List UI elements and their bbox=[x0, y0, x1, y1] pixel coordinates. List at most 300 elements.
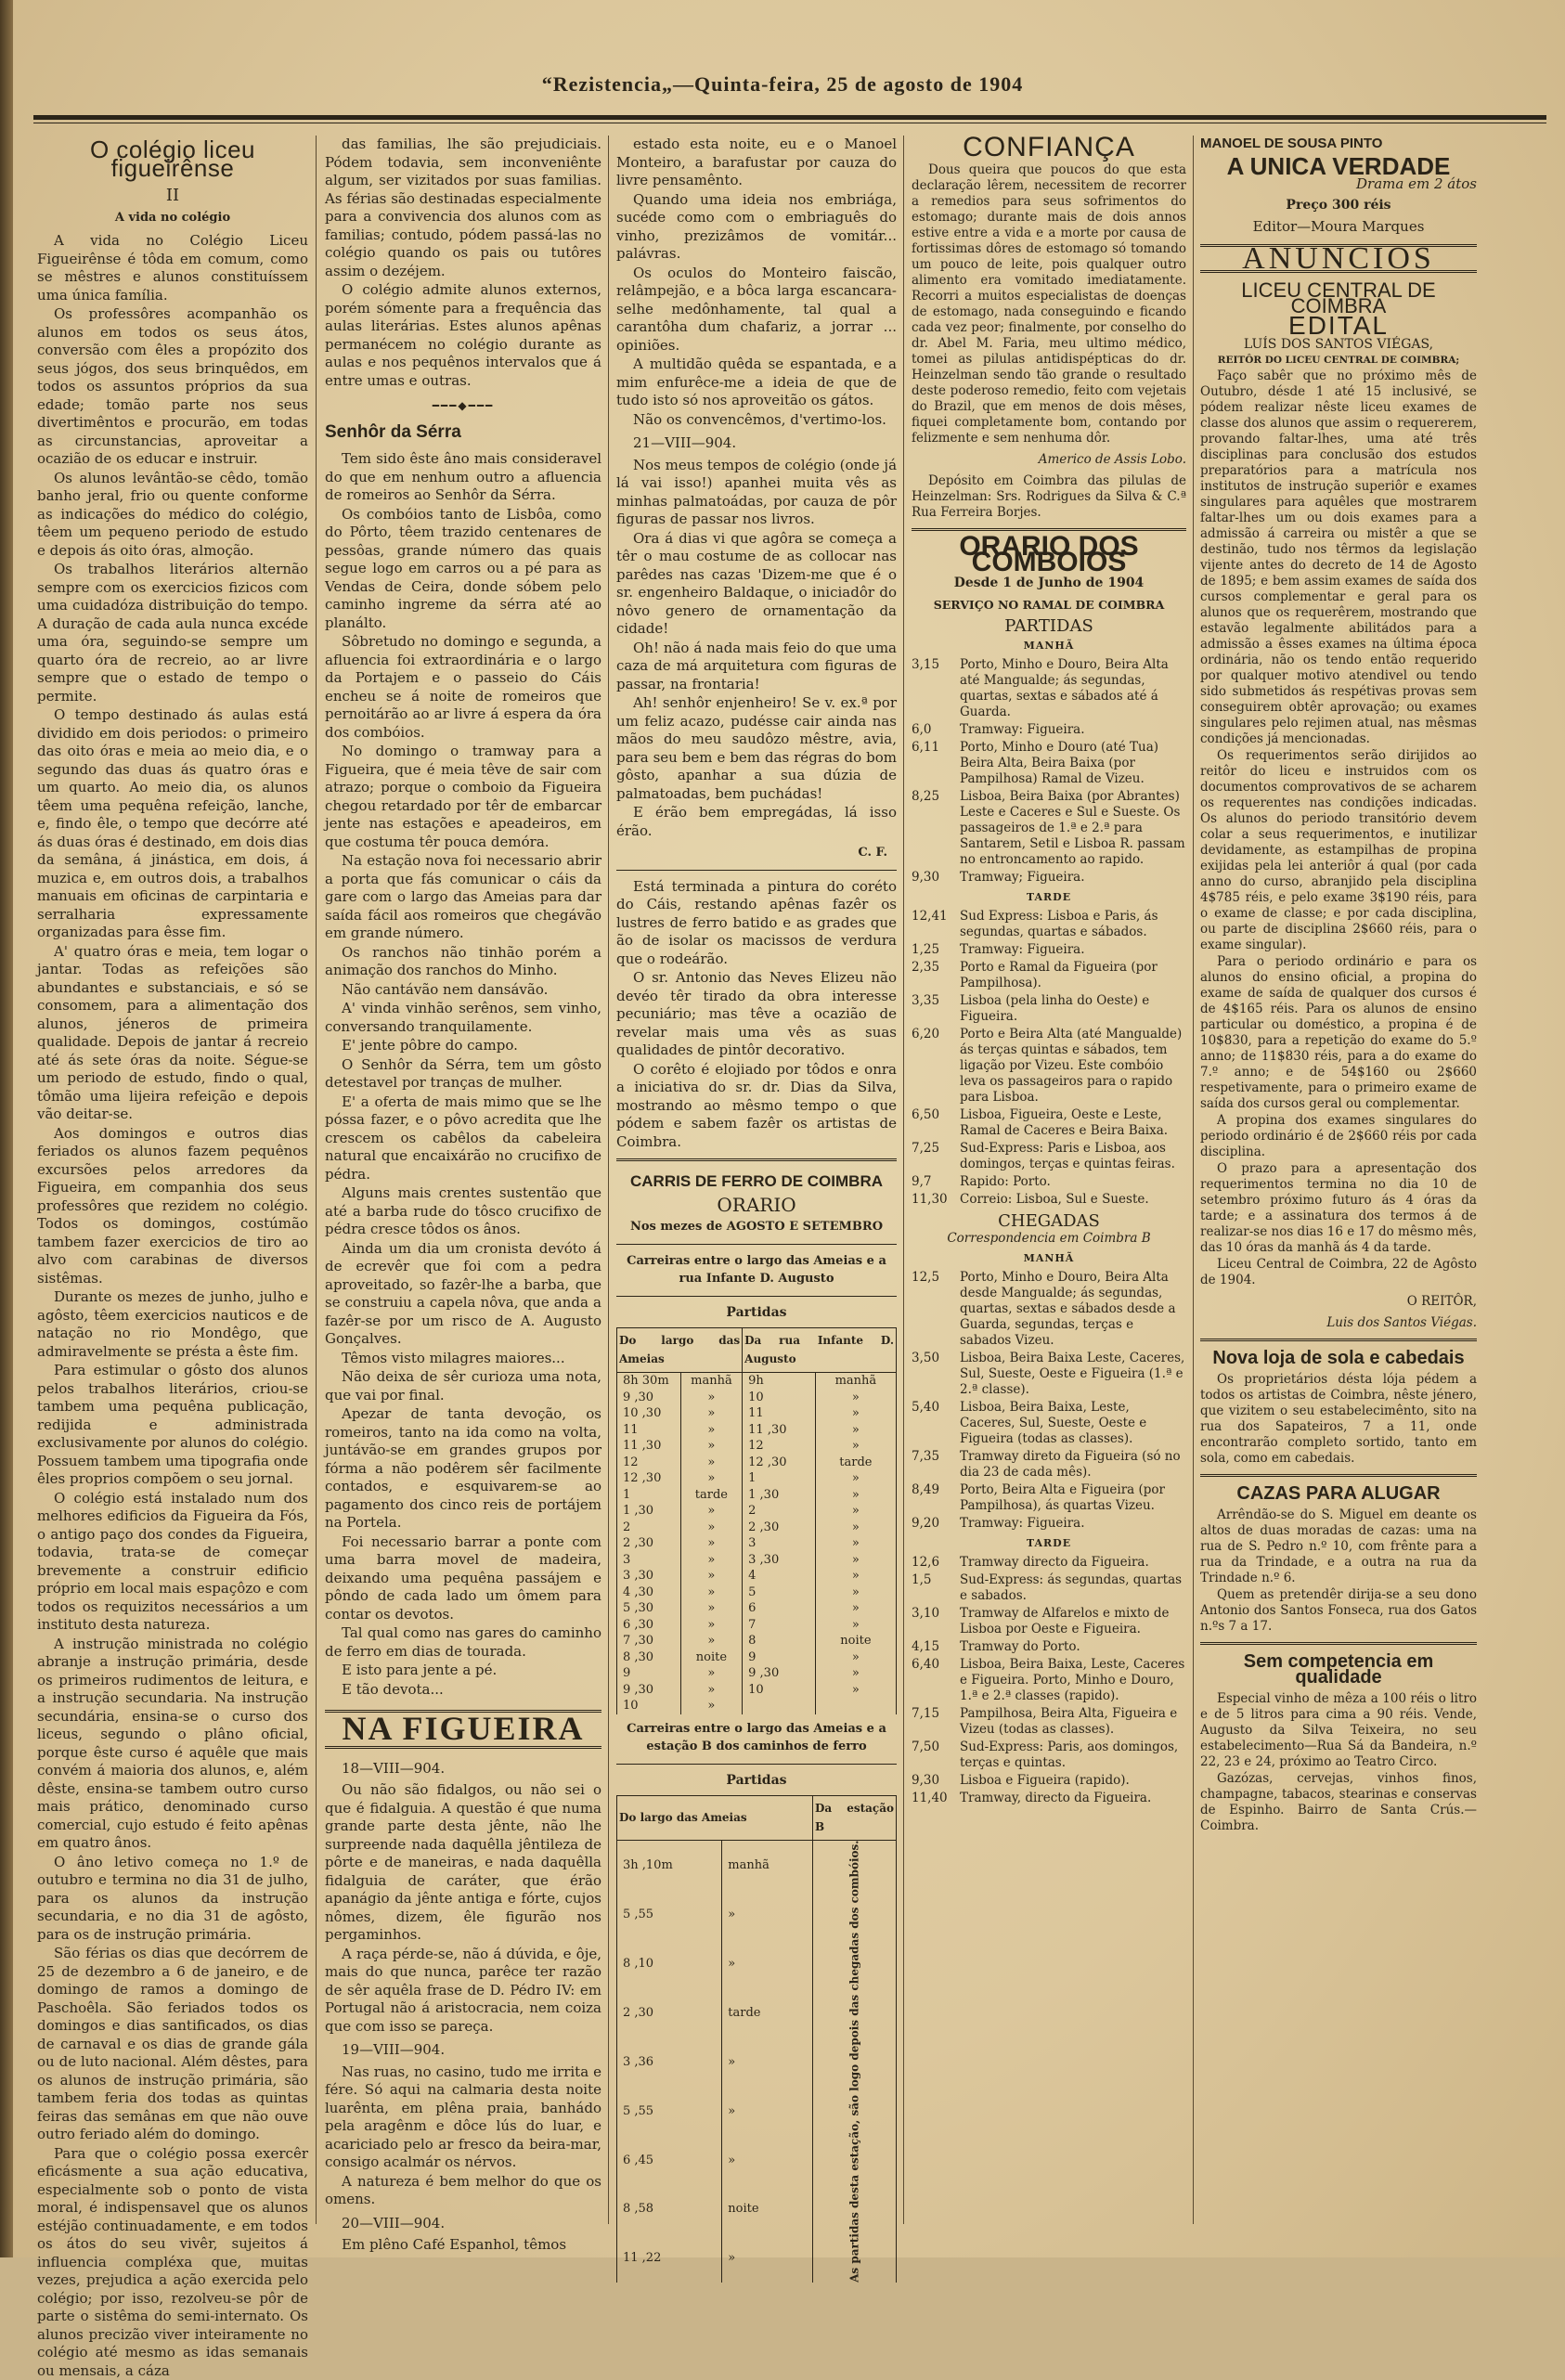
table-cell: » bbox=[815, 1470, 896, 1487]
paragraph: Durante os mezes de junho, julho e agôsto, têem exercicios nauticos e de natação no rio Mondêgo, que admiravelmente se présta a êste fim. bbox=[37, 1288, 308, 1361]
divider bbox=[616, 1296, 897, 1297]
table-row bbox=[617, 1617, 897, 1634]
table-cell: 3 bbox=[743, 1535, 816, 1552]
schedule-destination: Correio: Lisboa, Sul e Sueste. bbox=[960, 1192, 1186, 1208]
table-cell: 12 ,30 bbox=[617, 1470, 681, 1487]
paragraph: Faço sabêr que no próximo mês de Outubro, désde 1 até 15 inclusivé, se pódem realizar nêste liceu exames de classe dos alunos que assim o requererem, provando faltar-lhes, uma até três disciplinas para conclusão dos estudos preparatórios para a matrícula nos institutos de instrução superiôr e exames singulares para aquêles que mostrarem faltar-lhes um ou dois exames para a admissão á carreira ou mistêr a que se destinão, tudo nos têrmos da legislação vijente antes do decreto de 14 de Agosto de 1895; e bem assim exames de saída dos cursos complementar e geral para os alunos que os requerêrem, mostrando que estavão legalmente abilitádos para a admissão a êsses exames na última época ordinária, não os tendo então requerido por qualquer motivo atendivel ou tendo sido submetidos ás respétivas provas sem conseguirem obtêr aprovação; ou exames singulares pelo rejimen atual, nas mêsmas condições já mencionadas. bbox=[1200, 369, 1477, 747]
schedule-row bbox=[912, 657, 1186, 720]
table-cell: » bbox=[680, 1568, 742, 1585]
schedule-time: 9,30 bbox=[912, 870, 960, 886]
table-cell: 4 ,30 bbox=[617, 1585, 681, 1601]
liceu-heading: LICEU CENTRAL DE COIMBRA bbox=[1200, 282, 1477, 314]
paragraph: Quando uma ideia nos embriága, sucéde como com o embriaguês do vinho, prezizâmos de vomitár... palávras. bbox=[616, 191, 897, 264]
departures-morning bbox=[912, 657, 1186, 886]
table-cell: » bbox=[680, 1503, 742, 1520]
table-cell: » bbox=[680, 1617, 742, 1634]
table-cell: 2 bbox=[743, 1503, 816, 1520]
schedule-time: 3,10 bbox=[912, 1606, 960, 1637]
schedule-destination: Tramway: Figueira. bbox=[960, 722, 1186, 738]
paragraph: Os oculos do Monteiro faiscão, relâmpejão, e a bôca larga escancara-selhe medônhamente, tal qual a carantôha dum chafariz, a jorrar ... opiniões. bbox=[616, 265, 897, 356]
table-cell: 12 bbox=[617, 1455, 681, 1471]
schedule-row bbox=[912, 1773, 1186, 1789]
schedule-destination: Lisboa e Figueira (rapido). bbox=[960, 1773, 1186, 1789]
masthead: “Rezistencia„—Quinta-feira, 25 de agosto de 1904 bbox=[0, 72, 1565, 97]
schedule-destination: Sud Express: Lisboa e Paris, ás segundas, quartas e sábados. bbox=[960, 909, 1186, 940]
table-cell: 2 ,30 bbox=[743, 1520, 816, 1536]
table-cell: 6 ,30 bbox=[617, 1617, 681, 1634]
table-cell: 5 bbox=[743, 1585, 816, 1601]
paragraph: Os combóios tanto de Lisbôa, como do Pôrto, têem trazido centenares de pessôas, grande número das quais segue logo em carros ou a pé para as Vendas de Ceira, donde sóbem pelo caminho ingreme da sérra até ao planálto. bbox=[325, 506, 601, 633]
table-cell: 6 bbox=[743, 1600, 816, 1617]
table-cell: » bbox=[680, 1470, 742, 1487]
table-cell: » bbox=[722, 2136, 813, 2185]
table-cell: tarde bbox=[815, 1455, 896, 1471]
partidas-heading: Partidas bbox=[616, 1304, 897, 1323]
na-figueira-title: NA FIGUEIRA bbox=[325, 1710, 601, 1749]
table-row bbox=[617, 1520, 897, 1536]
orario-heading: ORARIO bbox=[616, 1196, 897, 1215]
orario-subheading: Nos mezes de AGOSTO E SETEMBRO bbox=[616, 1218, 897, 1236]
book-editor: Editor—Moura Marques bbox=[1200, 219, 1477, 235]
table-cell: » bbox=[815, 1438, 896, 1455]
table-cell: 3 ,36 bbox=[617, 2037, 722, 2087]
schedule-row bbox=[912, 1639, 1186, 1655]
anuncios-heading: ANUNCIOS bbox=[1200, 244, 1477, 273]
paragraph: Dous queira que poucos do que esta declaração lêrem, necessitem de recorrer a remedios para seus sofrimentos do estomago; durante mais de dois annos estive entre a vida e a morte por causa de fortissimas dôres de estomago só tomando um pouco de leite, pois qualquer outro alimento era vomitado imediatamente. Recorri a muitos especialistas de doenças de estomago, nada conseguindo e ficando cada vez peor; finalmente, por conselho do dr. Abel M. Faria, meu ultimo médico, tomei as pilulas antidispépticas do dr. Heinzelman sendo tão grande o resultado deste poderoso remedio, feito com vejetais do Brazil, que em menos de dois mêses, fiquei completamente bom, contando por felizmente e sem nenhuma dôr. bbox=[912, 162, 1186, 446]
schedule-time: 6,11 bbox=[912, 740, 960, 787]
schedule-time: 12,6 bbox=[912, 1555, 960, 1571]
divider bbox=[1200, 1474, 1477, 1477]
advert-deposit: Depósito em Coimbra das pilulas de Heinzelman: Srs. Rodrigues da Silva & C.ª Rua Ferreira Borjes. bbox=[912, 473, 1186, 521]
loja-title: Nova loja de sola e cabedais bbox=[1200, 1351, 1477, 1366]
table-cell: 11 bbox=[617, 1422, 681, 1439]
divider bbox=[616, 1764, 897, 1765]
table-cell: 8 ,10 bbox=[617, 1940, 722, 1989]
schedule-destination: Porto e Ramal da Figueira (por Pampilhosa). bbox=[960, 960, 1186, 991]
arrivals-morning bbox=[912, 1270, 1186, 1532]
figueira-entry-3 bbox=[325, 2236, 601, 2255]
table-cell: » bbox=[815, 1617, 896, 1634]
edital-body bbox=[1200, 369, 1477, 1288]
schedule-time: 9,30 bbox=[912, 1773, 960, 1789]
chegadas-heading: CHEGADAS bbox=[912, 1213, 1186, 1229]
train-timetable-subtitle: Desde 1 de Junho de 1904 bbox=[912, 576, 1186, 591]
table-row bbox=[617, 1503, 897, 1520]
reitor-name: LUÍS DOS SANTOS VIÉGAS, bbox=[1200, 337, 1477, 353]
table-cell bbox=[743, 1698, 816, 1714]
table-cell: » bbox=[815, 1568, 896, 1585]
dateline: 19—VIII—904. bbox=[342, 2041, 601, 2060]
table-row bbox=[617, 1649, 897, 1666]
book-price: Preço 300 réis bbox=[1200, 198, 1477, 213]
table-cell: 3 ,30 bbox=[743, 1552, 816, 1569]
column-5 bbox=[1200, 136, 1477, 2233]
table-cell: 12 bbox=[743, 1438, 816, 1455]
advert-title: CONFIANÇA bbox=[912, 139, 1186, 155]
schedule-row bbox=[912, 1351, 1186, 1398]
schedule-destination: Lisboa, Beira Baixa, Leste, Caceres, Sul, Sueste, Oeste e Figueira (todas as classes). bbox=[960, 1400, 1186, 1447]
schedule-row bbox=[912, 789, 1186, 868]
article-subtitle: A vida no colégio bbox=[37, 209, 308, 227]
table-cell: » bbox=[815, 1665, 896, 1682]
schedule-time: 6,50 bbox=[912, 1107, 960, 1139]
schedule-row bbox=[912, 960, 1186, 991]
paragraph: A natureza é bem melhor do que os omens. bbox=[325, 2173, 601, 2209]
table-row bbox=[617, 1422, 897, 1439]
table-cell: 10 bbox=[743, 1682, 816, 1699]
cazas-text: Arrêndão-se do S. Miguel em deante os altos de duas moradas de cazas: uma na rua de S. Pedro n.º 10, com frênte para a rua da Trindade, e a outra na rua da Trindade n.º 6. bbox=[1200, 1507, 1477, 1586]
book-title: A UNICA VERDADE bbox=[1200, 159, 1477, 175]
schedule-time: 6,20 bbox=[912, 1027, 960, 1106]
schedule-time: 7,15 bbox=[912, 1706, 960, 1738]
table-cell: noite bbox=[722, 2185, 813, 2234]
edital-signature-title: O REITÔR, bbox=[1200, 1294, 1477, 1310]
schedule-destination: Lisboa, Beira Baixa, Leste, Caceres e Figueira. Porto, Minho e Douro, 1.ª e 2.ª classes (rapido). bbox=[960, 1657, 1186, 1704]
schedule-time: 5,40 bbox=[912, 1400, 960, 1447]
loja-text: Os proprietários désta lója pédem a todos os artistas de Coimbra, nêste jénero, que vizitem o seu estabelecimênto, sito na rua dos Sapateiros, 7 a 11, onde encontrarão completo sortido, tanto em sola, como em cabedais. bbox=[1200, 1372, 1477, 1467]
edital-signature-name: Luis dos Santos Viégas. bbox=[1200, 1315, 1477, 1331]
column-4 bbox=[912, 136, 1186, 2233]
paragraph: E érão bem empregádas, lá isso érão. bbox=[616, 804, 897, 840]
article-part-number: II bbox=[37, 187, 308, 205]
paragraph: O colégio admite alunos externos, porém sómente para a frequência das aulas literárias. Estes alunos apênas permanécem no colégio durante as aulas e nos pequênos intervalos que á entre umas e outras. bbox=[325, 281, 601, 390]
figueira-entry-1 bbox=[325, 1781, 601, 2036]
paragraph: Tem sido êste âno mais consideravel do que em nenhum outro a afluencia de romeiros ao Senhôr da Sérra. bbox=[325, 450, 601, 505]
paragraph: A' vinda vinhão serênos, sem vinho, conversando tranquilamente. bbox=[325, 1000, 601, 1036]
paragraph: Ou não são fidalgos, ou não sei o que é fidalguia. A questão é que numa grande parte desta jênte, não lhe surpreende nada daquêlla jêntileza de pôrte e de maneiras, e nada daquêlla fidalguia de caráter, que érão apanágio da jênte antiga e fórte, cujos nômes, dizem, êle figurão nos pergaminhos. bbox=[325, 1781, 601, 1945]
paragraph: Tal qual como nas gares do caminho de ferro em dias de tourada. bbox=[325, 1624, 601, 1661]
paragraph: A multidão quêda se espantada, e a mim enfurêce-me a ideia de que de tudo isto só nos aproveitão os gátos. bbox=[616, 356, 897, 410]
table-cell: » bbox=[680, 1422, 742, 1439]
table-row bbox=[617, 1552, 897, 1569]
article-signature: C. F. bbox=[626, 844, 887, 862]
schedule-destination: Tramway: Figueira. bbox=[960, 1516, 1186, 1532]
table2-title: Carreiras entre o largo das Ameias e a estação B dos caminhos de ferro bbox=[616, 1720, 897, 1756]
table-row bbox=[617, 1535, 897, 1552]
schedule-time: 3,35 bbox=[912, 993, 960, 1025]
table-cell: 3 ,30 bbox=[617, 1568, 681, 1585]
schedule-destination: Tramway do Porto. bbox=[960, 1639, 1186, 1655]
table-row bbox=[617, 1682, 897, 1699]
schedule-row bbox=[912, 1400, 1186, 1447]
table-cell: manhã bbox=[815, 1373, 896, 1390]
carris-title: CARRIS DE FERRO DE COIMBRA bbox=[616, 1172, 897, 1191]
paragraph: O prazo para a apresentação dos requerimentos termina no dia 10 de setembro próximo futuro ás 4 óras da tarde; e a assinatura dos termos á de realizar-se nos dias 16 e 17 do mêsmo mês, das 10 óras da manhã ás 4 da tarde. bbox=[1200, 1161, 1477, 1256]
table-cell: » bbox=[815, 1520, 896, 1536]
table-cell: noite bbox=[680, 1649, 742, 1666]
table-cell: 1 bbox=[617, 1487, 681, 1504]
ornament-divider: ━━━◆━━━ bbox=[325, 397, 601, 416]
schedule-time: 3,15 bbox=[912, 657, 960, 720]
paragraph: Os ranchos não tinhão porém a animação dos ranchos do Minho. bbox=[325, 944, 601, 980]
table-cell: manhã bbox=[722, 1841, 813, 1891]
paragraph: A' quatro óras e meia, tem logar o jantar. Todas as refeições são abundantes e substanciais, e só se consomem, para a alimentação dos alunos, jéneros de primeira qualidade. Depois de jantar á recreio até ás sete óras da noite. Ségue-se um periodo de estudo, findo o qual, tômão uma lijeira refeição e depois vão deitar-se. bbox=[37, 943, 308, 1124]
table-cell: » bbox=[680, 1438, 742, 1455]
schedule-destination: Sud-Express: Paris, aos domingos, terças e quintas. bbox=[960, 1740, 1186, 1771]
table-cell: 8 ,58 bbox=[617, 2185, 722, 2234]
vinho-text: Especial vinho de mêza a 100 réis o litro e de 5 litros para cima a 90 réis. Vende, Augusto da Silva Teixeira, no seu estabelecimento—Rua Sá da Bandeira, n.º 22, 23 e 24, próximo ao Teatro Circo. bbox=[1200, 1691, 1477, 1770]
table-cell: 5 ,55 bbox=[617, 1891, 722, 1940]
schedule-row bbox=[912, 1706, 1186, 1738]
divider bbox=[1200, 1642, 1477, 1645]
table-cell: 10 ,30 bbox=[617, 1405, 681, 1422]
masthead-rule bbox=[33, 115, 1546, 120]
schedule-destination: Pampilhosa, Beira Alta, Figueira e Vizeu (todas as classes). bbox=[960, 1706, 1186, 1738]
paragraph: Em plêno Café Espanhol, têmos bbox=[325, 2236, 601, 2255]
paragraph: Não os convencêmos, d'vertimo-los. bbox=[616, 411, 897, 430]
table-cell: 10 bbox=[617, 1698, 681, 1714]
column-separator bbox=[608, 136, 609, 2224]
schedule-row bbox=[912, 1572, 1186, 1604]
paragraph: Têmos visto milagres maiores... bbox=[325, 1350, 601, 1368]
partidas-heading: Partidas bbox=[616, 1772, 897, 1791]
paragraph: Os alunos levântão-se cêdo, tomão banho jeral, frio ou quente conforme as indicações do médico do colégio, têem um pequeno periodo de estudo e depois ás oito óras, almoção. bbox=[37, 470, 308, 561]
schedule-row bbox=[912, 1174, 1186, 1190]
paragraph: Na estação nova foi necessario abrir a porta que fás comunicar o cáis da gare com o largo das Ameias para dar saída fácil aos romeiros que chegávão em grande número. bbox=[325, 852, 601, 943]
paragraph: A vida no Colégio Liceu Figueirênse é tôda em comum, como se mêstres e alunos constituíssem uma única família. bbox=[37, 232, 308, 304]
section-title: Senhôr da Sérra bbox=[325, 423, 601, 442]
table-cell: 9 bbox=[617, 1665, 681, 1682]
arrivals-afternoon bbox=[912, 1555, 1186, 1806]
paragraph: Está terminada a pintura do coréto do Cáis, restando apênas fazêr os lustres de ferro batido e as grades que ão de isolar os macissos de verdura que o rodeárão. bbox=[616, 878, 897, 969]
figueira-entry-4 bbox=[616, 457, 897, 841]
schedule-time: 12,5 bbox=[912, 1270, 960, 1349]
section-body bbox=[325, 450, 601, 1699]
schedule-row bbox=[912, 1657, 1186, 1704]
advert-signature: Americo de Assis Lobo. bbox=[912, 452, 1186, 468]
paragraph: Para estimular o gôsto dos alunos pelos trabalhos literários, criou-se tambem uma pequêna publicação, redijida e administrada exclusivamente por alunos do colégio. Possuem tambem uma tipografia onde êles proprios compõem o seu jornal. bbox=[37, 1362, 308, 1489]
table-cell: » bbox=[680, 1390, 742, 1406]
table-row bbox=[617, 1568, 897, 1585]
schedule-destination: Tramway de Alfarelos e mixto de Lisboa por Oeste e Figueira. bbox=[960, 1606, 1186, 1637]
tram-timetable-1 bbox=[616, 1327, 897, 1714]
paragraph: Nos meus tempos de colégio (onde já lá vai isso!) apanhei muita vês as minhas palmatoádas, por cauza de pôr figuras de passar nos livros. bbox=[616, 457, 897, 529]
vinho-title: Sem competencia em qualidade bbox=[1200, 1654, 1477, 1686]
schedule-row bbox=[912, 1606, 1186, 1637]
table-cell: » bbox=[680, 1633, 742, 1649]
paragraph: O âno letivo começa no 1.º de outubro e termina no dia 31 de julho, para os alunos da instrução secundaria, e no dia 31 de agôsto, para os de instrução primária. bbox=[37, 1854, 308, 1945]
paragraph: Nas ruas, no casino, tudo me irrita e fére. Só aqui na calmaria desta noite luarênta, em plêna praia, banhádo pela aragênm e dôce lús do luar, e acariciado pelo ar fresco da beira-mar, consigo acalmár os nérvos. bbox=[325, 2063, 601, 2172]
schedule-destination: Porto, Minho e Douro, Beira Alta desde Mangualde; ás segundas, quartas, sextas e sábados desde a Guarda, segundas, terças e sabados Vizeu. bbox=[960, 1270, 1186, 1349]
paragraph: A propina dos exames singulares do periodo ordinário é de 2$660 réis por cada disciplina. bbox=[1200, 1113, 1477, 1160]
period-heading: MANHÃ bbox=[912, 638, 1186, 653]
table-cell: » bbox=[680, 1455, 742, 1471]
table-cell: » bbox=[815, 1649, 896, 1666]
schedule-destination: Tramway directo da Figueira. bbox=[960, 1555, 1186, 1571]
dateline: 18—VIII—904. bbox=[342, 1760, 601, 1779]
schedule-destination: Lisboa (pela linha do Oeste) e Figueira. bbox=[960, 993, 1186, 1025]
table-cell: 11 ,30 bbox=[743, 1422, 816, 1439]
partidas-heading: PARTIDAS bbox=[912, 618, 1186, 634]
table-cell: 4 bbox=[743, 1568, 816, 1585]
table-cell: 1 bbox=[743, 1470, 816, 1487]
table-cell: 1 ,30 bbox=[743, 1487, 816, 1504]
page-binding-edge bbox=[0, 0, 13, 2257]
table-cell: » bbox=[722, 1891, 813, 1940]
paragraph: Ainda um dia um cronista devóto á de ecrevêr que foi com a pedra aproveitado, so fazêr-lhe a barba, que se construiu a capela nôva, que anda a fazêr-se por um risco de A. Augusto Gonçalves. bbox=[325, 1240, 601, 1349]
figueira-body-continued bbox=[616, 136, 897, 429]
schedule-time: 11,40 bbox=[912, 1791, 960, 1806]
schedule-row bbox=[912, 1516, 1186, 1532]
period-heading: MANHÃ bbox=[912, 1250, 1186, 1266]
paragraph: Os professôres acompanhão os alunos em todos os seus átos, conversão com êles a propózito dos seus jógos, dos seus brinquêdos, em todos os assuntos próprios da sua edade; tomão parte nos seus divertimêntos e procurão, em todas as circunstancias, aproveitar a ocazião de os educar e instruir. bbox=[37, 305, 308, 469]
table-cell: 5 ,30 bbox=[617, 1600, 681, 1617]
paragraph: Oh! não á nada mais feio do que uma caza de má arquitetura com figuras de passar, na frontaria! bbox=[616, 640, 897, 694]
period-heading: TARDE bbox=[912, 889, 1186, 905]
table-row bbox=[617, 1600, 897, 1617]
table-cell: » bbox=[815, 1552, 896, 1569]
schedule-time: 7,50 bbox=[912, 1740, 960, 1771]
schedule-time: 12,41 bbox=[912, 909, 960, 940]
edital-heading: EDITAL bbox=[1200, 317, 1477, 333]
table-cell: 2 ,30 bbox=[617, 1988, 722, 2037]
table-cell: » bbox=[722, 2087, 813, 2136]
book-subtitle: Drama em 2 átos bbox=[1200, 176, 1477, 192]
table1-title: Carreiras entre o largo das Ameias e a rua Infante D. Augusto bbox=[616, 1252, 897, 1288]
schedule-row bbox=[912, 1449, 1186, 1481]
schedule-row bbox=[912, 1141, 1186, 1172]
paragraph: Ora á dias vi que agôra se começa a têr o mau costume de as collocar nas parêdes nas cazas 'Dizem-me que é o sr. engenheiro Baldaque, o iniciadôr do nôvo genero de ornamentação da cidade! bbox=[616, 530, 897, 639]
table-cell: 8 ,30 bbox=[617, 1649, 681, 1666]
table-cell: tarde bbox=[680, 1487, 742, 1504]
table-cell: 3 bbox=[617, 1552, 681, 1569]
table-cell: » bbox=[680, 1600, 742, 1617]
table-row bbox=[617, 1585, 897, 1601]
schedule-time: 11,30 bbox=[912, 1192, 960, 1208]
paragraph: O colégio está instalado num dos melhores edificios da Figueira da Fós, o antigo paço dos condes da Figueira, todavia, trata-se de começar brevemente a construir edificio próprio em local mais espaçôzo e com todos os requizitos necessários a um instituto desta natureza. bbox=[37, 1490, 308, 1635]
table-row bbox=[617, 1405, 897, 1422]
schedule-time: 9,20 bbox=[912, 1516, 960, 1532]
column-1 bbox=[37, 136, 308, 2233]
schedule-row bbox=[912, 1107, 1186, 1139]
cazas-title: CAZAS PARA ALUGAR bbox=[1200, 1486, 1477, 1502]
paragraph: A instrução ministrada no colégio abranje a instrução primária, desde os primeiros rudimentos de leitura, e a instrução secundaria. Na instrução secundária, ensina-se o curso dos liceus, segundo o plâno oficial, porque êste curso é aquêle que mais convém á maioria dos alunos, e, além dêste, ensina-se tambem outro curso mais prático, denominado curso comercial, cujo estudo é feito apênas em quatro ânos. bbox=[37, 1636, 308, 1853]
table-cell: » bbox=[680, 1552, 742, 1569]
paragraph: São férias os dias que decórrem de 25 de dezembro a 6 de janeiro, e de domingo de ramos a domingo de Paschoêla. São feriados todos os domingos e dias santificados, os dias de carnaval e os dias de grande gála ou de luto nacional. Além dêstes, para os alunos de instrução primária, são tambem feria dos todas as quintas feiras das semânas em que não ouve outro feriado além do domingo. bbox=[37, 1945, 308, 2144]
figueira-entry-2 bbox=[325, 2063, 601, 2209]
paragraph: E tão devota... bbox=[325, 1681, 601, 1700]
schedule-time: 9,7 bbox=[912, 1174, 960, 1190]
paragraph: O sr. Antonio das Neves Elizeu não devéo têr tirado da obra interesse pecuniário; mas têve a ocazião de revelar mais uma vês as suas qualidades de pintôr decorativo. bbox=[616, 969, 897, 1060]
table-header: Da estação B bbox=[813, 1796, 897, 1841]
schedule-row bbox=[912, 1482, 1186, 1514]
paragraph: Foi necessario barrar a ponte com uma barra movel de madeira, deixando uma pequêna passájem e pôndo de cada lado um ômem para contar os devotos. bbox=[325, 1533, 601, 1624]
table-cell bbox=[815, 1698, 896, 1714]
paragraph: Alguns mais crentes sustentão que até a barba rude do tôsco crucifixo de pédra cresce tôdos os ânos. bbox=[325, 1184, 601, 1239]
schedule-time: 2,35 bbox=[912, 960, 960, 991]
schedule-row bbox=[912, 870, 1186, 886]
table-row bbox=[617, 1633, 897, 1649]
schedule-destination: Porto, Minho e Douro (até Tua) Beira Alta, Beira Baixa (por Pampilhosa) Ramal de Vizeu. bbox=[960, 740, 1186, 787]
table-cell: » bbox=[815, 1487, 896, 1504]
table-cell: » bbox=[680, 1665, 742, 1682]
tram-timetable-2 bbox=[616, 1795, 897, 2283]
schedule-time: 6,0 bbox=[912, 722, 960, 738]
paragraph: Os trabalhos literários alternão sempre com os exercicios fizicos com uma cuidadóza distribuição do tempo. A duração de cada aula nunca excéde uma óra, seguindo-se sempre um quarto óra de recreio, ao ar livre sempre que o estado de tempo o permite. bbox=[37, 561, 308, 705]
table-row bbox=[617, 1841, 897, 1891]
table-cell: » bbox=[815, 1422, 896, 1439]
paragraph: O tempo destinado ás aulas está dividido em dois periodos: o primeiro das oito óras e meia ao meio dia, e o segundo das duas ás quatro óras e um quarto. Ao meio dia, os alunos têem uma pequêna refeição, lanche, e, findo êle, o tempo que decórre até ás duas óras é destinado, em dois dias da semâna, á jinástica, em dois, á muzica e, em outros dois, a trabalhos manuais em oficinas de carpintaria e serralharia expressamente organizadas para êsse fim. bbox=[37, 706, 308, 942]
paragraph: Aos domingos e outros dias feriados os alunos fazem pequênos excursões pelos arredores da Figueira, em companhia dos seus professôres que rezidem no colégio. Todos os domingos, costúmão tambem fazer exercicios de tiro ao alvo com carabinas de diversos sistêmas. bbox=[37, 1125, 308, 1288]
table-cell: 9 bbox=[743, 1649, 816, 1666]
train-timetable-title: ORARIO DOS COMBOIOS bbox=[912, 538, 1186, 570]
schedule-row bbox=[912, 1740, 1186, 1771]
table-cell: tarde bbox=[722, 1988, 813, 2037]
table-cell: » bbox=[815, 1585, 896, 1601]
table-row bbox=[617, 1698, 897, 1714]
divider bbox=[616, 870, 897, 871]
schedule-row bbox=[912, 1555, 1186, 1571]
schedule-time: 3,50 bbox=[912, 1351, 960, 1398]
paragraph: Liceu Central de Coimbra, 22 de Agôsto de 1904. bbox=[1200, 1257, 1477, 1288]
table-row bbox=[617, 1438, 897, 1455]
schedule-destination: Lisboa, Beira Baixa Leste, Caceres, Sul, Sueste, Oeste e Figueira (1.ª e 2.ª classe). bbox=[960, 1351, 1186, 1398]
table-header: Do largo das Ameias bbox=[617, 1328, 743, 1373]
paragraph: Para o periodo ordinário e para os alunos do ensino oficial, a propina do exame de saída de qualquer dos cursos é de 4$165 réis. Para os alunos de ensino particular ou doméstico, a propina é de 10$830, para a repetição do exame do 5.º anno; de 11$830 réis, para a do exame do 7.º anno; e de 54$160 ou 2$660 respetivamente, para o primeiro exame de saída dos cursos geral ou complementar. bbox=[1200, 954, 1477, 1112]
paragraph: Não deixa de sêr curioza uma nota, que vai por final. bbox=[325, 1368, 601, 1404]
table-row bbox=[617, 1373, 897, 1390]
schedule-row bbox=[912, 993, 1186, 1025]
schedule-destination: Tramway: Figueira. bbox=[960, 942, 1186, 958]
correspondencia-heading: Correspondencia em Coimbra B bbox=[912, 1231, 1186, 1247]
table-cell: 9 ,30 bbox=[617, 1682, 681, 1699]
table-row bbox=[617, 1487, 897, 1504]
table-cell: 2 ,30 bbox=[617, 1535, 681, 1552]
reitor-title: REITÔR DO LICEU CENTRAL DE COIMBRA; bbox=[1200, 353, 1477, 369]
table2-note: As partidas desta estação, são logo depois das chegadas dos combóios. bbox=[813, 1841, 897, 2283]
schedule-destination: Sud-Express: Paris e Lisboa, aos domingos, terças e quintas feiras. bbox=[960, 1141, 1186, 1172]
table-row bbox=[617, 1390, 897, 1406]
paragraph: O corêto é elojiado por tôdos e onra a iniciativa do sr. dr. Dias da Silva, mostrando ao mêsmo tempo o que pódem e sabem fazêr os artistas de Coimbra. bbox=[616, 1061, 897, 1152]
schedule-time: 8,25 bbox=[912, 789, 960, 868]
table-cell: » bbox=[815, 1503, 896, 1520]
divider bbox=[1200, 1339, 1477, 1341]
train-ramal: SERVIÇO NO RAMAL DE COIMBRA bbox=[912, 597, 1186, 613]
schedule-destination: Porto, Minho e Douro, Beira Alta até Mangualde; ás segundas, quartas, sextas e sábados até á Guarda. bbox=[960, 657, 1186, 720]
table-cell: » bbox=[680, 1585, 742, 1601]
table-cell: 5 ,55 bbox=[617, 2087, 722, 2136]
schedule-time: 7,35 bbox=[912, 1449, 960, 1481]
paragraph: Apezar de tanta devoção, os romeiros, tanto na ida como na volta, juntávão-se em grandes grupos por fórma a não podêrem sêr facilmente contados, e esquivarem-se ao pagamento dos cinco reis de portájem na Portela. bbox=[325, 1405, 601, 1533]
table-cell: 12 ,30 bbox=[743, 1455, 816, 1471]
paragraph: E isto para jente a pé. bbox=[325, 1662, 601, 1680]
paragraph: Para que o colégio possa exercêr eficásmente a sua ação educativa, especialmente sob o ponto de vista moral, é indispensavel que os alunos estéjão continuadamente, e em todos os átos do seu vivêr, sujeitos á influencia compléxa que, muitas vezes, prejudica a ação exercida pelo colégio; por isso, rezolveu-se pôr de parte o sistêma do semi-internato. Os alunos precizão viver inteiramente no colégio até mesmo as idas semanais ou mensais, a cáza bbox=[37, 2145, 308, 2380]
schedule-row bbox=[912, 1791, 1186, 1806]
table-cell: 9 ,30 bbox=[617, 1390, 681, 1406]
schedule-time: 7,25 bbox=[912, 1141, 960, 1172]
table-cell: 3h ,10m bbox=[617, 1841, 722, 1891]
column-separator bbox=[1193, 136, 1194, 2224]
schedule-destination: Sud-Express: ás segundas, quartas e sabados. bbox=[960, 1572, 1186, 1604]
schedule-destination: Porto e Beira Alta (até Mangualde) ás terças quintas e sábados, tem ligação por Vizeu. Este combóio leva os passageiros para o rapido para Lisboa. bbox=[960, 1027, 1186, 1106]
schedule-row bbox=[912, 942, 1186, 958]
schedule-time: 1,5 bbox=[912, 1572, 960, 1604]
table-cell: manhã bbox=[680, 1373, 742, 1390]
advert-body bbox=[912, 162, 1186, 446]
table-cell: » bbox=[815, 1682, 896, 1699]
period-heading: TARDE bbox=[912, 1535, 1186, 1551]
table-cell: 9 ,30 bbox=[743, 1665, 816, 1682]
paragraph: E' a oferta de mais mimo que se lhe póssa fazer, e o pôvo acredita que lhe crescem os cabêlos da cabeleira natural que encaixárão no crucifixo de pédra. bbox=[325, 1093, 601, 1184]
article-title: O colégio liceu figueirênse bbox=[37, 141, 308, 177]
column-separator bbox=[903, 136, 904, 2224]
book-author: MANOEL DE SOUSA PINTO bbox=[1200, 136, 1477, 151]
table-cell: » bbox=[680, 1535, 742, 1552]
table-cell: 9h bbox=[743, 1373, 816, 1390]
table-cell: 10 bbox=[743, 1390, 816, 1406]
cazas-text-2: Quem as pretendêr dirija-se a seu dono Antonio dos Santos Fonseca, rua dos Gatos n.ºs 7 a 17. bbox=[1200, 1587, 1477, 1635]
schedule-destination: Lisboa, Beira Baixa (por Abrantes) Leste e Caceres e Sul e Sueste. Os passageiros de 1.ª e 2.ª para Santarem, Setil e Lisboa R. passam no entroncamento ao rapido. bbox=[960, 789, 1186, 868]
